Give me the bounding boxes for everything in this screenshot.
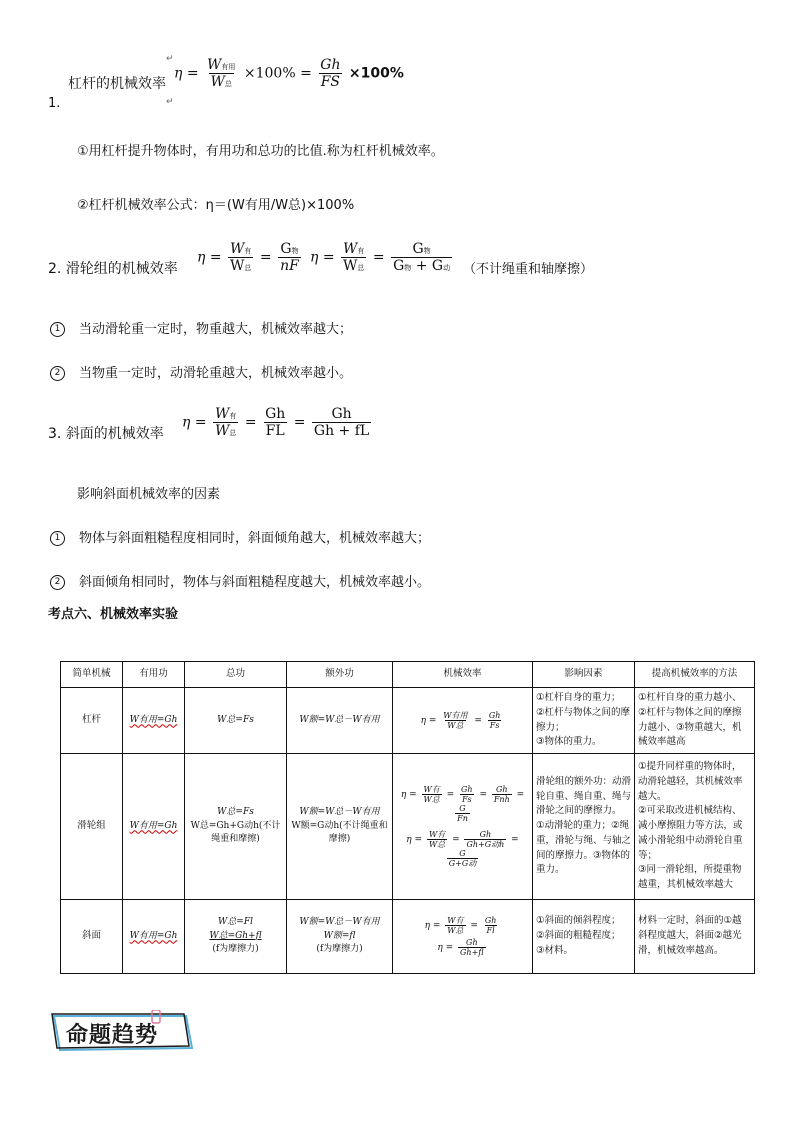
kaodian-heading: 考点六、机械效率实验 xyxy=(48,607,179,622)
section1-number: 1. xyxy=(48,96,61,111)
useful-work: W有用=Gh xyxy=(123,900,185,974)
total-work: W总=Fl W总=Gh+fl (f为摩擦力) xyxy=(185,900,287,974)
total-work: W总=Fs xyxy=(185,688,287,754)
section3-item-1: 1 物体与斜面粗糙程度相同时，斜面倾角越大，机械效率越大； xyxy=(50,527,430,546)
section1-formula: η = $\frac{\text{W有用}}{\text{W总}}$ ×100% = $\frac{Gh}{FS}$ ×100% xyxy=(174,57,404,91)
section3-heading: 3. 斜面的机械效率 xyxy=(48,426,164,442)
extra-work: W额=W总－W有用 W额=G动h(不计绳重和摩擦) xyxy=(287,754,393,900)
section3-factor-title: 影响斜面机械效率的因素 xyxy=(77,487,221,502)
machine-name: 斜面 xyxy=(61,900,123,974)
efficiency-formula: η = $\frac{\text{W有}}{\text{W总}}$ = $\frac{Gh}{Fl}$ η = $\frac{Gh}{Gh+fl}$ xyxy=(393,900,533,974)
section1-label: 杠杆的机械效率 xyxy=(68,76,166,92)
banner-title: 命题趋势 xyxy=(66,1023,159,1048)
extra-work: W额=W总－W有用 W额=fl (f为摩擦力) xyxy=(287,900,393,974)
methods: ①杠杆自身的重力越小、 ②杠杆与物体之间的摩擦力越小、③物重越大，机械效率越高 xyxy=(635,688,755,754)
table-header: 影响因素 xyxy=(533,662,635,688)
table-header-row xyxy=(61,662,755,688)
return-mark: ↵ xyxy=(166,97,174,107)
section3-formula: η = $\frac{\text{W有}}{\text{W总}}$ = $\frac{Gh}{FL}$ = $\frac{Gh}{Gh + fL}$ xyxy=(182,406,370,440)
table-row xyxy=(61,688,755,754)
efficiency-formula: η = $\frac{\text{W有}}{\text{W总}}$ = $\frac{Gh}{Fs}$ = $\frac{Gh}{\text{Fnh}}$ = $\frac{G}{Fn}$ η = $\frac{\text{W有}}{\text{W总}}$ = $\frac{Gh}{\text{Gh+G动h}}$ = $\frac{G}{\text{G+G动}}$ xyxy=(393,754,533,900)
section1-item-1: ①用杠杆提升物体时，有用功和总功的比值.称为杠杆机械效率。 xyxy=(77,144,444,159)
factors: ①斜面的倾斜程度； ②斜面的粗糙程度； ③材料。 xyxy=(533,900,635,974)
return-mark: ↵ xyxy=(166,54,174,64)
section2-item-1: 1 当动滑轮重一定时，物重越大，机械效率越大； xyxy=(50,318,352,337)
table-header: 有用功 xyxy=(123,662,185,688)
methods: 材料一定时，斜面的①越斜程度越大，斜面②越光滑，机械效率越高。 xyxy=(635,900,755,974)
section2-formula-2: η = $\frac{\text{W有}}{\text{W总}}$ = $\frac{\text{G物}}{\text{G物 + G动}}$ xyxy=(310,241,451,275)
topic-trend-banner xyxy=(46,1010,196,1054)
useful-work: W有用=Gh xyxy=(123,688,185,754)
total-work: W总=Fs W总=Gh+G动h(不计绳重和摩擦) xyxy=(185,754,287,900)
extra-work: W额=W总－W有用 xyxy=(287,688,393,754)
section3-item-2: 2 斜面倾角相同时，物体与斜面粗糙程度越大，机械效率越小。 xyxy=(50,571,430,590)
machine-name: 杠杆 xyxy=(61,688,123,754)
section2-heading: 2. 滑轮组的机械效率 xyxy=(48,261,178,277)
table-header: 额外功 xyxy=(287,662,393,688)
table-header: 提高机械效率的方法 xyxy=(635,662,755,688)
section2-formula-1: η = $\frac{\text{W有}}{\text{W总}}$ = $\frac{\text{G物}}{nF}$ xyxy=(197,241,299,275)
useful-work: W有用=Gh xyxy=(123,754,185,900)
section1-item-2: ②杠杆机械效率公式：η＝(W有用/W总)×100% xyxy=(77,198,355,213)
table-header: 简单机械 xyxy=(61,662,123,688)
machine-name: 滑轮组 xyxy=(61,754,123,900)
efficiency-table xyxy=(60,661,755,974)
table-header: 机械效率 xyxy=(393,662,533,688)
section2-note: （不计绳重和轴摩擦） xyxy=(463,262,594,277)
section2-item-2: 2 当物重一定时，动滑轮重越大，机械效率越小。 xyxy=(50,362,352,381)
table-row xyxy=(61,754,755,900)
methods: ①提升同样重的物体时，动滑轮越轻，其机械效率越大。 ②可采取改进机械结构、减小摩擦阻力等方法，或减小滑轮组中动滑轮自重等； ③同一滑轮组，所提重物越重，其机械效率越大 xyxy=(635,754,755,900)
factors: ①杠杆自身的重力； ②杠杆与物体之间的摩擦力； ③物体的重力。 xyxy=(533,688,635,754)
table-header: 总功 xyxy=(185,662,287,688)
factors: 滑轮组的额外功：动滑轮自重、绳自重、绳与滑轮之间的摩擦力。 ①动滑轮的重力；②绳重，滑轮与绳、与轴之间的摩擦力。③物体的重力。 xyxy=(533,754,635,900)
efficiency-formula: η = $\frac{\text{W有用}}{\text{W总}}$ = $\frac{Gh}{Fs}$ xyxy=(393,688,533,754)
table-row xyxy=(61,900,755,974)
